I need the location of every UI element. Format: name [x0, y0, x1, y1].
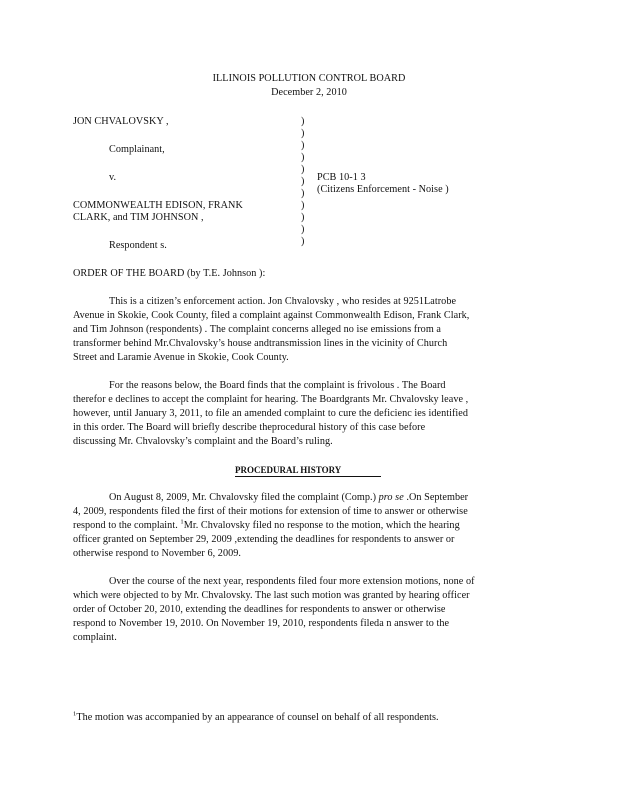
para2-line: discussing Mr. Chvalovsky’s complaint and the Board’s ruling. — [73, 436, 333, 447]
para3-line: 4, 2009, respondents filed the first of their motions for extension of time to answer or otherwise — [73, 506, 468, 517]
case-type: (Citizens Enforcement - Noise ) — [317, 184, 449, 195]
defendant-line-1: COMMONWEALTH EDISON, FRANK — [73, 200, 243, 211]
para4-line: complaint. — [73, 632, 117, 643]
para3-line: officer granted on September 29, 2009 ,extending the deadlines for respondents to answer or — [73, 534, 455, 545]
footnote-ref[interactable]: 1 — [180, 518, 184, 526]
footnote — [73, 712, 439, 724]
para3-line — [73, 520, 460, 532]
para3-text: Mr. Chvalovsky filed no response to the motion, which the hearing — [183, 520, 460, 531]
para1-line: Street and Laramie Avenue in Skokie, Cook County. — [73, 352, 289, 363]
caption-paren: ) — [301, 164, 305, 175]
caption-paren: ) — [301, 224, 305, 235]
caption-paren: ) — [301, 212, 305, 223]
caption-paren: ) — [301, 140, 305, 151]
plaintiff-name: JON CHVALOVSKY , — [73, 116, 169, 127]
footnote-mark: 1 — [73, 710, 77, 718]
para2-line: however, until January 3, 2011, to file an amended complaint to cure the deficienc ies identified — [73, 408, 469, 419]
heading-underline — [235, 476, 381, 477]
para2-line: in this order. The Board will briefly describe theprocedural history of this case before — [73, 422, 426, 433]
board-title: ILLINOIS POLLUTION CONTROL BOARD — [212, 73, 406, 84]
caption-paren: ) — [301, 200, 305, 211]
caption-paren: ) — [301, 128, 305, 139]
section-heading — [235, 464, 341, 476]
versus-label: v. — [109, 172, 117, 183]
case-number: PCB 10-1 3 — [317, 172, 366, 183]
footnote-text: The motion was accompanied by an appearance of counsel on behalf of all respondents. — [76, 712, 439, 723]
section-heading-text: PROCEDURAL HISTORY — [235, 465, 342, 475]
para4-line: respond to November 19, 2010. On November 19, 2010, respondents fileda n answer to the — [73, 618, 450, 629]
order-heading: ORDER OF THE BOARD (by T.E. Johnson ): — [73, 268, 266, 279]
para1-line: This is a citizen’s enforcement action. Jon Chvalovsky , who resides at 9251Latrobe — [109, 296, 457, 307]
caption-paren: ) — [301, 152, 305, 163]
para4-line: which were objected to by Mr. Chvalovsky. The last such motion was granted by hearing officer — [73, 590, 470, 601]
para1-line: Avenue in Skokie, Cook County, filed a complaint against Commonwealth Edison, Frank Clark, — [73, 310, 470, 321]
para1-line: transformer behind Mr.Chvalovsky’s house andtransmission lines in the vicinity of Church — [73, 338, 448, 349]
para3-line — [109, 492, 468, 504]
para3-text: respond to the complaint. — [73, 520, 181, 531]
caption-paren: ) — [301, 116, 305, 127]
para3-line: otherwise respond to November 6, 2009. — [73, 548, 241, 559]
para4-line: order of October 20, 2010, extending the deadlines for respondents to answer or otherwise — [73, 604, 446, 615]
order-date: December 2, 2010 — [271, 87, 347, 98]
caption-paren: ) — [301, 188, 305, 199]
para2-line: therefor e declines to accept the complaint for hearing. The Boardgrants Mr. Chvalovsky leave , — [73, 394, 469, 405]
defendant-line-2: CLARK, and TIM JOHNSON , — [73, 212, 204, 223]
para4-line: Over the course of the next year, respondents filed four more extension motions, none of — [109, 576, 475, 587]
caption-paren: ) — [301, 176, 305, 187]
para2-line: For the reasons below, the Board finds that the complaint is frivolous . The Board — [109, 380, 446, 391]
para3-text: .On September — [403, 492, 469, 503]
respondents-label: Respondent s. — [109, 240, 167, 251]
caption-paren: ) — [301, 236, 305, 247]
para3-text: On August 8, 2009, Mr. Chvalovsky filed the complaint (Comp.) — [109, 492, 379, 503]
complainant-label: Complainant, — [109, 144, 165, 155]
pro-se-text: pro se — [378, 492, 404, 503]
para1-line: and Tim Johnson (respondents) . The complaint concerns alleged no ise emissions from a — [73, 324, 441, 335]
